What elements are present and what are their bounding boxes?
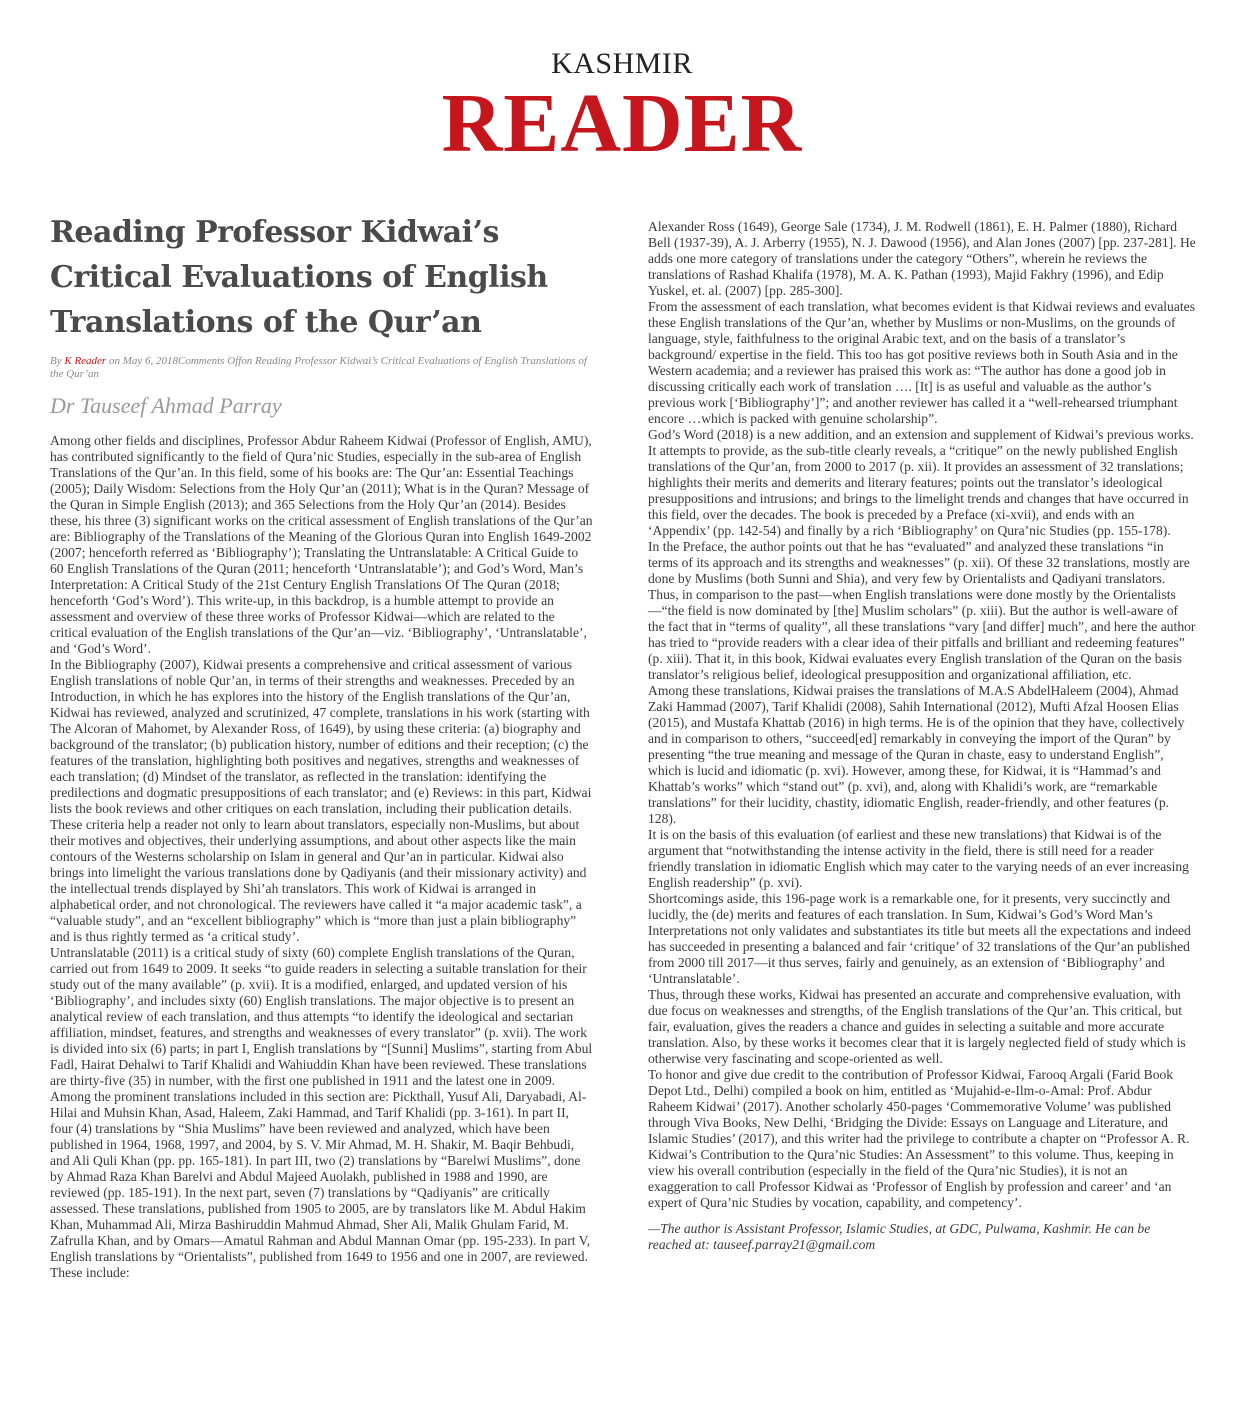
- masthead-reader: READER: [441, 77, 803, 170]
- meta-rest: on May 6, 2018Comments Offon Reading Professor Kidwai’s Critical Evaluations of English Translations of the Qur’an: [50, 355, 587, 380]
- paragraph: Among these translations, Kidwai praises the translations of M.A.S AbdelHaleem (2004), Ahmad Zaki Hammad (2007), Tarif Khalidi (2008), Sahih International (2012), Mufti Afzal Hoosen Elias (2015), and Mustafa Khattab (2016) in high terms. He is of the opinion that they have, collectively and in comparison to others, “succeed[ed] remarkably in conveying the import of the Quran” by presenting “the true meaning and message of the Quran in chaste, easy to understand English”, which is lucid and idiomatic (p. xvi). However, among these, for Kidwai, it is “Hammad’s and Khattab’s works” which “stand out” (p. xvi), and, along with Khalidi’s work, are “remarkable translations” for their lucidity, chastity, idiomatic English, reader-friendly, and other features (p. 128).: [648, 683, 1185, 826]
- masthead: [0, 44, 1244, 170]
- masthead-kashmir: KASHMIR: [551, 47, 693, 80]
- left-column: [50, 210, 595, 1281]
- paragraph: Shortcomings aside, this 196-page work is a remarkable one, for it presents, very succinctly and lucidly, the (de) merits and features of each translation. In Sum, Kidwai’s God’s Word Man’s Interpretations not only validates and substantiates its title but meets all the expectations and indeed has succeeded in presenting a balanced and fair ‘critique’ of 32 translations of the Qur’an published from 2000 till 2017—it thus serves, fairly and genuinely, as an extension of ‘Bibliography’ and ‘Untranslatable’.: [648, 891, 1191, 986]
- right-column: [648, 219, 1196, 1253]
- paragraph: It is on the basis of this evaluation (of earliest and these new translations) that Kidwai is of the argument that “notwithstanding the intense activity in the field, there is still need for a reader friendly translation in idiomatic English which may cater to the varying needs of an ever increasing English readership” (p. xvi).: [648, 827, 1189, 890]
- paragraph: Among other fields and disciplines, Professor Abdur Raheem Kidwai (Professor of English, AMU), has contributed significantly to the field of Qura’nic Studies, especially in the sub-area of English Translations of the Qur’an. In this field, some of his books are: The Qur’an: Essential Teachings (2005); Daily Wisdom: Selections from the Holy Qur’an (2011); What is in the Quran? Message of the Quran in Simple English (2013); and 365 Selections from the Holy Qur’an (2014). Besides these, his three (3) significant works on the critical assessment of English translations of the Qur’an are: Bibliography of the Translations of the Meaning of the Glorious Quran into English 1649-2002 (2007; henceforth referred as ‘Bibliography’); Translating the Untranslatable: A Critical Guide to 60 English Translations of the Quran (2011; henceforth ‘Untranslatable’); and God’s Word, Man’s Interpretation: A Critical Study of the 21st Century English Translations Of The Quran (2018; henceforth ‘God’s Word’). This write-up, in this backdrop, is a humble attempt to provide an assessment and overview of these three works of Professor Kidwai—which are related to the critical evaluation of the English translations of the Qur’an—viz. ‘Bibliography’, ‘Untranslatable’, and ‘God’s Word’.: [50, 433, 593, 656]
- paragraph: Alexander Ross (1649), George Sale (1734), J. M. Rodwell (1861), E. H. Palmer (1880), Richard Bell (1937-39), A. J. Arberry (1955), N. J. Dawood (1956), and Alan Jones (2007) [pp. 237-281]. He adds one more category of translations under the category “Others”, wherein he reviews the translations of Rashad Khalifa (1978), M. A. K. Pathan (1993), Majid Fakhry (1996), and Edip Yuskel, et. al. (2007) [pp. 285-300].: [648, 219, 1196, 298]
- paragraph: Thus, through these works, Kidwai has presented an accurate and comprehensive evaluation, with due focus on weaknesses and strengths, of the English translations of the Qur’an. This critical, but fair, evaluation, gives the readers a chance and guides in selecting a suitable and more accurate translation. Also, by these works it becomes clear that it is largely neglected field of study which is otherwise very fascinating and scope-oriented as well.: [648, 987, 1186, 1066]
- article-meta: [50, 355, 595, 381]
- paragraph: These criteria help a reader not only to learn about translators, especially non-Muslims, but about their motives and objectives, their underlying assumptions, and about other aspects like the main contours of the Westerns scholarship on Islam in general and Qur’an in particular. Kidwai also brings into limelight the various translations done by Qadiyanis (and their missionary activity) and the intellectual trends displayed by Shi’ah translators. This work of Kidwai is arranged in alphabetical order, and not chronological. The reviewers have called it “a major academic task”, a “valuable study”, and an “excellent bibliography” which is “more than just a plain bibliography” and is thus rightly termed as ‘a critical study’.: [50, 817, 587, 944]
- author-footnote: —The author is Assistant Professor, Islamic Studies, at GDC, Pulwama, Kashmir. He can be reached at: tauseef.parray21@gmail.com: [648, 1221, 1151, 1252]
- article-byline: Dr Tauseef Ahmad Parray: [50, 393, 282, 418]
- paragraph: God’s Word (2018) is a new addition, and an extension and supplement of Kidwai’s previous works. It attempts to provide, as the sub-title clearly reveals, a “critique” on the newly published English translations of the Qur’an, from 2000 to 2017 (p. xii). It provides an assessment of 32 translations; highlights their merits and demerits and literary features; points out the translator’s ideological presuppositions and intrusions; and brings to the limelight trends and changes that have occurred in this field, over the decades. The book is preceded by a Preface (xi-xvii), and ends with an ‘Appendix’ (pp. 142-54) and finally by a rich ‘Bibliography’ on Qura’nic Studies (pp. 155-178).: [648, 427, 1194, 538]
- paragraph: Untranslatable (2011) is a critical study of sixty (60) complete English translations of the Quran, carried out from 1649 to 2009. It seeks “to guide readers in selecting a suitable translation for their study out of the many available” (p. xvii). It is a modified, enlarged, and updated version of his ‘Bibliography’, and includes sixty (60) English translations. The major objective is to present an analytical review of each translation, and thus attempts “to identify the ideological and sectarian affiliation, mindset, features, and strengths and weaknesses of every translator” (p. xvii). The work is divided into six (6) parts; in part I, English translations by “[Sunni] Muslims”, starting from Abul Fadl, Hairat Dehalwi to Tarif Khalidi and Wahiuddin Khan have been reviewed. These translations are thirty-five (35) in number, with the first one published in 1911 and the latest one in 2009. Among the prominent translations included in this section are: Pickthall, Yusuf Ali, Daryabadi, Al-Hilai and Muhsin Khan, Asad, Haleem, Zaki Hammad, and Tarif Khalidi (pp. 3-161). In part II, four (4) translations by “Shia Muslims” have been reviewed and analyzed, which have been published in 1964, 1968, 1997, and 2004, by S. V. Mir Ahmad, M. H. Shakir, M. Baqir Behbudi, and Ali Quli Khan (pp. pp. 165-181). In part III, two (2) translations by “Barelwi Muslims”, done by Ahmad Raza Khan Barelvi and Abdul Majeed Auolakh, published in 1988 and 1990, are reviewed (pp. 185-191). In the next part, seven (7) translations by “Qadiyanis” are critically assessed. These translations, published from 1905 to 2005, are by translators like M. Abdul Hakim Khan, Muhammad Ali, Mirza Bashiruddin Mahmud Ahmad, Sher Ali, Malik Ghulam Farid, M. Zafrulla Khan, and by Omars—Amatul Rahman and Abdul Mannan Omar (pp. 195-233). In part V, English translations by “Orientalists”, published from 1649 to 1956 and one in 2007, are reviewed. These include:: [50, 945, 593, 1280]
- meta-by: By: [50, 355, 65, 367]
- paragraph: In the Bibliography (2007), Kidwai presents a comprehensive and critical assessment of various English translations of noble Qur’an, in terms of their strengths and weaknesses. Preceded by an Introduction, in which he has explores into the history of the English translations of the Qur’an, Kidwai has reviewed, analyzed and scrutinized, 47 complete, translations in his work (starting with The Alcoran of Mahomet, by Alexander Ross, of 1649), by using these criteria: (a) biography and background of the translator; (b) publication history, number of editions and their reception; (c) the features of the translation, highlighting both positives and negatives, strengths and weaknesses of each translation; (d) Mindset of the translator, as reflected in the translation: identifying the predilections and dogmatic presuppositions of each translator; and (e) Reviews: in this part, Kidwai lists the book reviews and other critiques on each translation, including their publication details.: [50, 657, 592, 816]
- author-link[interactable]: K Reader: [64, 355, 107, 367]
- article-title: Reading Professor Kidwai’s Critical Evaluations of English Translations of the Qur’an: [50, 215, 548, 340]
- paragraph: To honor and give due credit to the contribution of Professor Kidwai, Farooq Argali (Farid Book Depot Ltd., Delhi) compiled a book on him, entitled as ‘Mujahid-e-Ilm-o-Amal: Prof. Abdur Raheem Kidwai’ (2017). Another scholarly 450-pages ‘Commemorative Volume’ was published through Viva Books, New Delhi, ‘Bridging the Divide: Essays on Language and Literature, and Islamic Studies’ (2017), and this writer had the privilege to contribute a chapter on “Professor A. R. Kidwai’s Contribution to the Qura’nic Studies: An Assessment” to this volume. Thus, keeping in view his overall contribution (especially in the field of the Qura’nic Studies), it is not an exaggeration to call Professor Kidwai as ‘Professor of English by profession and career’ and ‘an expert of Qura’nic Studies by vocation, capability, and competency’.: [648, 1067, 1190, 1210]
- paragraph: In the Preface, the author points out that he has “evaluated” and analyzed these translations “in terms of its approach and its strengths and weaknesses” (p. xii). Of these 32 translations, mostly are done by Muslims (both Sunni and Shia), and very few by Orientalists and Qadiyani translators. Thus, in comparison to the past—when English translations were done mostly by the Orientalists—“the field is now dominated by [the] Muslim scholars” (p. xiii). But the author is well-aware of the fact that in “terms of quality”, all these translations “vary [and differ] much”, and here the author has tried to “provide readers with a clear idea of their pitfalls and brilliant and redeeming features” (p. xiii). That it, in this book, Kidwai evaluates every English translation of the Quran on the basis translator’s religious belief, ideological presupposition and organizational affiliation, etc.: [648, 539, 1196, 682]
- paragraph: From the assessment of each translation, what becomes evident is that Kidwai reviews and evaluates these English translations of the Qur’an, whether by Muslims or non-Muslims, on the grounds of language, style, faithfulness to the original Arabic text, and on the basis of a translator’s background/ expertise in the field. This too has got positive reviews both in South Asia and in the Western academia; and a reviewer has praised this work as: “The author has done a good job in discussing critically each work of translation …. [It] is as useful and valuable as the author’s previous work [‘Bibliography’]”; and another reviewer has called it a “well-rehearsed triumphant encore …which is packed with genuine scholarship”.: [648, 299, 1195, 426]
